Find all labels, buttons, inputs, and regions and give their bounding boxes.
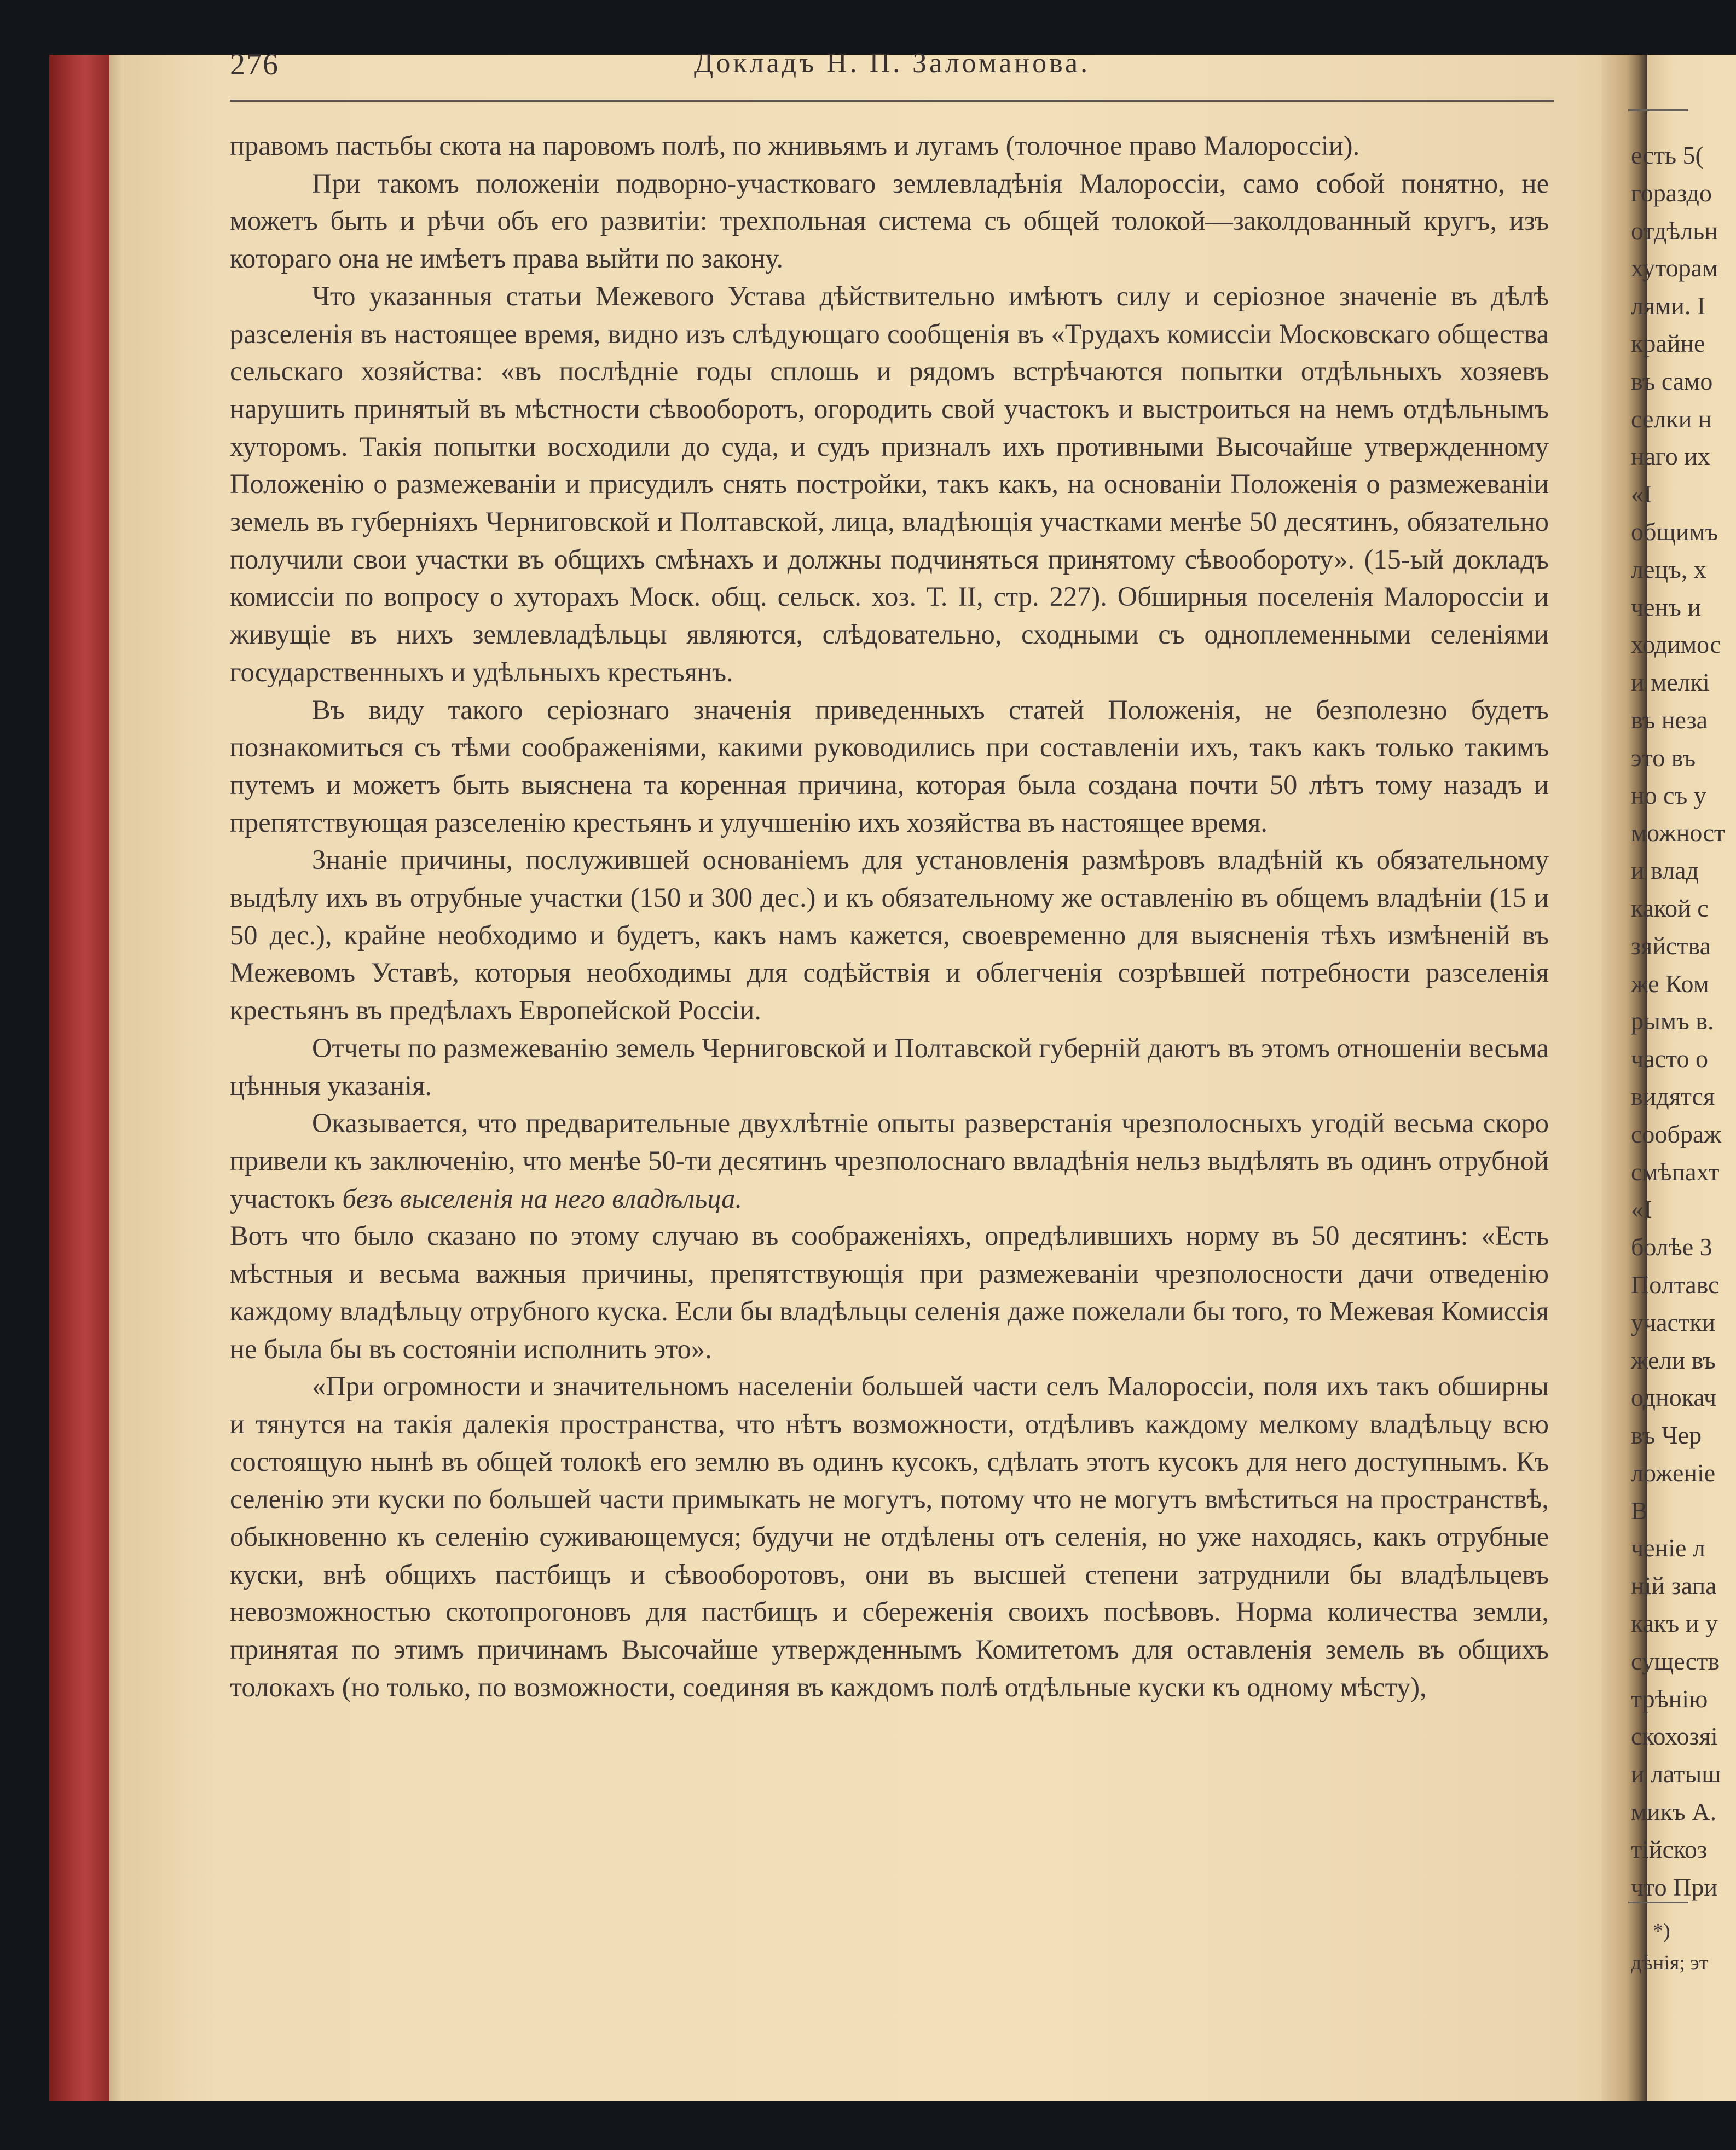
page-number: 276 xyxy=(230,48,279,82)
paragraph: Вотъ что было сказано по этому случаю въ соображеніяхъ, опредѣлившихъ норму въ 50 десятинъ: «Есть мѣстныя и весьма важныя причины, препятствующія при размежеваніи чрезполосности дачи отведенію каждому владѣльцу отрубного куска. Если бы владѣльцы селенія даже пожелали бы того, то Межевая Комиссія не была бы въ состояніи исполнить это». xyxy=(230,1220,1549,1364)
right-page-line: какъ и у xyxy=(1631,1609,1718,1638)
right-page-line: какой с xyxy=(1631,894,1709,922)
paragraph: «При огромности и значительномъ населеніи большей части селъ Малороссіи, поля ихъ такъ обширны и тянутся на такія далекія пространства, что нѣтъ возможности, отдѣливъ каждому мелкому владѣльцу всю состоящую нынѣ въ общей толокѣ его землю въ одинъ кусокъ, сдѣлать этотъ кусокъ для него доступнымъ. Къ селенію эти куски по большей части примыкать не могутъ, потому что не могутъ вмѣститься на пространствѣ, обыкновенно къ селенію суживающемуся; будучи не отдѣлены отъ селенія, но уже находясь, какъ отрубные куски, внѣ общихъ пастбищъ и сѣвооборотовъ, они въ высшей степени затруднили бы владѣльцевъ невозможностью скотопрогоновъ для пастбищъ и сбереженія своихъ посѣвовъ. Норма количества земли, принятая по этимъ причинамъ Высочайше утвержденнымъ Комитетомъ для оставленія земель въ общихъ толокахъ (но только, по возможности, соединяя въ каждомъ полѣ отдѣльные куски къ одному мѣсту), xyxy=(230,1371,1549,1702)
right-page-line: и латыш xyxy=(1631,1760,1721,1788)
right-page-line: смѣпахт xyxy=(1631,1157,1720,1186)
right-page-line: зяйства xyxy=(1631,931,1711,960)
paragraph-text: Оказывается, что предварительные двухлѣтніе опыты разверстанія чрезполосныхъ угодій весьма скоро привели къ заключенію, что менѣе 50-ти десятинъ чрезполоснаго ввладѣнія нельз выдѣлять въ одинъ отрубной участокъ xyxy=(230,1108,1549,1214)
right-page-line: рымъ в. xyxy=(1631,1007,1714,1035)
paragraph: Знаніе причины, послужившей основаніемъ для установленія размѣровъ владѣній къ обязательному выдѣлу ихъ въ отрубные участки (150 и 300 дес.) и къ обязательному же оставленію въ общемъ владѣніи (15 и 50 дес.), крайне необходимо и будетъ, какъ намъ кажется, своевременно для выясненія тѣхъ измѣненій въ Межевомъ Уставѣ, которыя необходимы для содѣйствія и облегченія созрѣвшей потребности разселенія крестьянъ въ предѣлахъ Европейской Россіи. xyxy=(230,844,1549,1026)
right-page-line: и влад xyxy=(1631,856,1699,885)
paragraph: При такомъ положеніи подворно-участковаго землевладѣнія Малороссіи, само собой понятно, не можетъ быть и рѣчи объ его развитіи: трехпольная система съ общей толокой—заколдованный кругъ, изъ котораго она не имѣетъ права выйти по закону. xyxy=(230,167,1549,274)
right-page-line: есть 5( xyxy=(1631,141,1704,169)
right-page-line: лецъ, х xyxy=(1631,555,1706,583)
right-page-line: ній запа xyxy=(1631,1572,1717,1600)
right-page-line: болѣе 3 xyxy=(1631,1233,1712,1261)
right-page-footnote-line: *) xyxy=(1653,1920,1670,1943)
paragraph: Отчеты по размежеванію земель Черниговской и Полтавской губерній даютъ въ этомъ отношеніи весьма цѣнныя указанія. xyxy=(230,1032,1549,1101)
page-edge xyxy=(109,55,124,2101)
paragraph: Что указанныя статьи Межевого Устава дѣйствительно имѣютъ силу и серіозное значеніе въ дѣлѣ разселенія въ настоящее время, видно изъ слѣдующаго сообщенія въ «Трудахъ комиссіи Московскаго общества сельскаго хозяйства: «въ послѣдніе годы сплошь и рядомъ встрѣчаются попытки отдѣльныхъ хозяевъ нарушить принятый въ мѣстности сѣвооборотъ, огородить свой участокъ и выстроиться на немъ отдѣльнымъ хуторомъ. Такія попытки восходили до суда, и судъ призналъ ихъ противными Высочайше утвержденному Положенію о размежеваніи и присудилъ снять постройки, такъ какъ, на основаніи Положенія о размежеваніи земель въ губерніяхъ Черниговской и Полтавской, лица, владѣющія участками менѣе 50 десятинъ, обязательно получили свои участки въ общихъ смѣнахъ и должны подчиняться принятому сѣвообороту». (15-ый докладъ комиссіи по вопросу о хуторахъ Моск. общ. сельск. хоз. Т. II, стр. 227). Обширныя поселенія Малороссіи и живущіе въ нихъ землевладѣльцы являются, слѣдовательно, сходными съ одноплеменными селеніями государственныхъ и удѣльныхъ крестьянъ. xyxy=(230,280,1549,687)
right-page-line: ченъ и xyxy=(1631,593,1702,621)
right-page-line: «I xyxy=(1631,480,1652,508)
right-page-line: въ Чер xyxy=(1631,1421,1702,1450)
right-page-line: ложеніе xyxy=(1631,1458,1716,1487)
paragraph: Въ виду такого серіознаго значенія приведенныхъ статей Положенія, не безполезно будетъ познакомиться съ тѣми соображеніями, какими руководились при составленіи ихъ, такъ какъ только такимъ путемъ и можетъ быть выяснена та коренная причина, которая была создана почти 50 лѣтъ тому назадъ и препятствующая разселенію крестьянъ и улучшенію ихъ хозяйства въ настоящее время. xyxy=(230,694,1549,838)
right-page-line: же Ком xyxy=(1631,969,1709,998)
right-page-footnote-rule xyxy=(1628,1902,1688,1903)
book-spine xyxy=(49,55,109,2101)
right-page-line: наго их xyxy=(1631,442,1710,471)
right-page-text xyxy=(1631,137,1726,1906)
paragraph xyxy=(230,1104,1549,1217)
right-page-line: хуторам xyxy=(1631,254,1718,282)
right-page-line: участки xyxy=(1631,1308,1716,1336)
right-page-line: это въ xyxy=(1631,743,1696,772)
right-page-line: видятся xyxy=(1631,1082,1715,1110)
right-page-line: жели въ xyxy=(1631,1346,1716,1374)
body-text xyxy=(230,127,1549,1706)
right-page-footnote-line: дѣнія; эт xyxy=(1631,1951,1709,1974)
right-page-line: общимъ xyxy=(1631,517,1718,546)
right-page-line: крайне xyxy=(1631,329,1705,357)
right-page-line: микъ А. xyxy=(1631,1798,1717,1826)
right-page-line: «I xyxy=(1631,1195,1652,1224)
right-page-line: часто о xyxy=(1631,1045,1708,1073)
right-page-line: селки н xyxy=(1631,404,1712,433)
right-page-line: ченіе л xyxy=(1631,1534,1705,1562)
running-head xyxy=(230,47,1554,118)
right-page-line: однокач xyxy=(1631,1383,1717,1412)
right-page-line: существ xyxy=(1631,1647,1720,1675)
right-page-line: Полтавс xyxy=(1631,1270,1720,1299)
right-page-line: соображ xyxy=(1631,1120,1722,1148)
right-page-line: отдѣльн xyxy=(1631,216,1718,245)
right-page-line: В xyxy=(1631,1496,1648,1525)
right-page-line: скохозяі xyxy=(1631,1722,1718,1751)
right-page-line: но съ у xyxy=(1631,781,1706,809)
right-page-line: можност xyxy=(1631,819,1726,847)
right-page-line: что При xyxy=(1631,1873,1717,1901)
right-page-line: лями. I xyxy=(1631,292,1706,320)
right-page-line: ходимос xyxy=(1631,630,1721,659)
right-page-footnote xyxy=(1631,1915,1709,1979)
right-page-line: въ неза xyxy=(1631,705,1708,734)
right-page-line: тійскоз xyxy=(1631,1835,1708,1863)
right-page-line: гораздо xyxy=(1631,178,1712,207)
italic-phrase: безъ выселенія на него владѣльца. xyxy=(342,1183,743,1214)
header-rule xyxy=(230,100,1554,102)
right-page-header-rule xyxy=(1628,109,1688,111)
right-page-line: трѣнію xyxy=(1631,1684,1708,1713)
right-page-line: и мелкі xyxy=(1631,668,1710,697)
page-header-title: Докладъ Н. П. Заломанова. xyxy=(693,48,1091,79)
right-page-line: въ само xyxy=(1631,367,1713,395)
paragraph: правомъ пастьбы скота на паровомъ полѣ, по жнивьямъ и лугамъ (толочное право Малороссіи). xyxy=(230,130,1360,161)
